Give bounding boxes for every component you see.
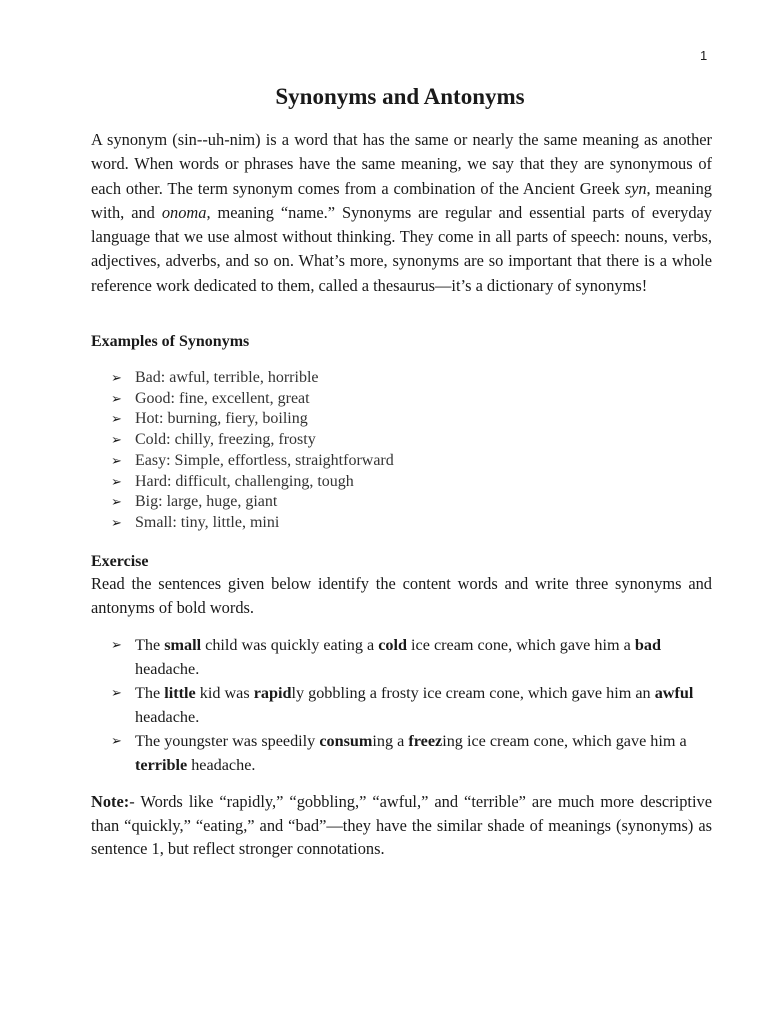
note-paragraph — [91, 790, 712, 861]
bold-word: rapid — [253, 684, 292, 702]
bold-word: consum — [319, 732, 373, 750]
arrow-bullet-icon: ➢ — [111, 494, 122, 510]
sentence-fragment: The — [135, 684, 165, 702]
list-item-text: Cold: chilly, freezing, frosty — [135, 431, 316, 449]
list-item — [111, 389, 394, 410]
sentence-fragment: ly gobbling a frosty ice cream cone, which gave him an — [291, 684, 655, 702]
intro-term-syn: syn — [624, 178, 647, 198]
sentence-text — [135, 681, 712, 729]
list-item — [111, 430, 394, 451]
note-text: - Words like “rapidly,” “gobbling,” “awful,” and “terrible” are much more descriptive than “quickly,” “eating,” and “bad”—they have the similar shade of meanings (synonyms) as sentence 1, but reflect stronger connotations. — [91, 792, 712, 859]
intro-text-3: , meaning “name.” Synonyms are regular and essential parts of everyday language that we use almost without thinking. They come in all parts of speech: nouns, verbs, adjectives, adverbs, and so on. What’s more, synonyms are so important that there is a whole reference work dedicated to them, called a thesaurus—it’s a dictionary of synonyms! — [91, 202, 712, 295]
list-item — [111, 451, 394, 472]
sentence-fragment: child was quickly eating a — [201, 636, 379, 654]
synonym-list — [111, 368, 394, 534]
list-item — [111, 409, 394, 430]
list-item-text: Good: fine, excellent, great — [135, 389, 310, 407]
list-item-text: Big: large, huge, giant — [135, 493, 278, 511]
intro-term-onoma: onoma — [161, 202, 207, 222]
intro-text-1: A synonym (sin--uh-nim) is a word that has the same or nearly the same meaning as another word. When words or phrases have the same meaning, we say that they are synonymous of each other. The term synonym comes from a combination of the Ancient Greek — [91, 130, 712, 198]
intro-paragraph — [91, 128, 712, 298]
sentence-fragment: ice cream cone, which gave him a — [407, 636, 635, 654]
bold-word: cold — [378, 636, 407, 654]
document-title: Synonyms and Antonyms — [275, 84, 525, 109]
sentence-fragment: The — [135, 636, 165, 654]
bold-word: freez — [408, 732, 443, 750]
exercise-sentence — [111, 729, 712, 777]
list-item-text: Hot: burning, fiery, boiling — [135, 410, 308, 428]
sentence-fragment: headache. — [135, 708, 200, 726]
page-number: 1 — [700, 48, 708, 63]
list-item — [111, 368, 394, 389]
sentence-fragment: headache. — [135, 660, 200, 678]
arrow-bullet-icon: ➢ — [111, 473, 122, 489]
arrow-bullet-icon: ➢ — [111, 685, 122, 700]
sentence-fragment: headache. — [187, 756, 256, 774]
sentence-fragment: ing ice cream cone, which gave him a — [442, 732, 687, 750]
list-item-text: Hard: difficult, challenging, tough — [135, 472, 354, 490]
list-item-text: Bad: awful, terrible, horrible — [135, 369, 319, 386]
list-item — [111, 472, 394, 493]
arrow-bullet-icon: ➢ — [111, 390, 122, 406]
sentence-text — [135, 729, 712, 777]
arrow-bullet-icon: ➢ — [111, 432, 122, 448]
bold-word: small — [164, 636, 202, 654]
arrow-bullet-icon: ➢ — [111, 733, 122, 748]
list-item — [111, 513, 394, 534]
bold-word: awful — [654, 684, 694, 702]
exercise-sentence — [111, 681, 712, 729]
intro-text-2: , meaning with, and — [91, 178, 712, 222]
exercise-sentence-list — [111, 633, 712, 777]
list-item-text: Small: tiny, little, mini — [135, 513, 280, 531]
bold-word: bad — [634, 636, 661, 654]
sentence-fragment: ing a — [372, 732, 409, 750]
list-item — [111, 492, 394, 513]
bold-word: terrible — [135, 756, 188, 774]
list-item-text: Easy: Simple, effortless, straightforward — [135, 451, 394, 469]
exercise-sentence — [111, 633, 712, 681]
sentence-text — [135, 633, 712, 681]
bold-word: little — [164, 684, 196, 702]
examples-heading: Examples of Synonyms — [91, 333, 250, 350]
exercise-instruction: Read the sentences given below identify the content words and write three synonyms and antonyms of bold words. — [91, 574, 712, 618]
arrow-bullet-icon: ➢ — [111, 411, 122, 427]
arrow-bullet-icon: ➢ — [111, 370, 122, 385]
note-label: Note: — [91, 792, 130, 811]
arrow-bullet-icon: ➢ — [111, 452, 122, 468]
exercise-heading: Exercise — [91, 553, 149, 570]
sentence-fragment: kid was — [195, 684, 254, 702]
arrow-bullet-icon: ➢ — [111, 637, 122, 652]
arrow-bullet-icon: ➢ — [111, 514, 122, 530]
sentence-fragment: The youngster was speedily — [135, 732, 320, 750]
